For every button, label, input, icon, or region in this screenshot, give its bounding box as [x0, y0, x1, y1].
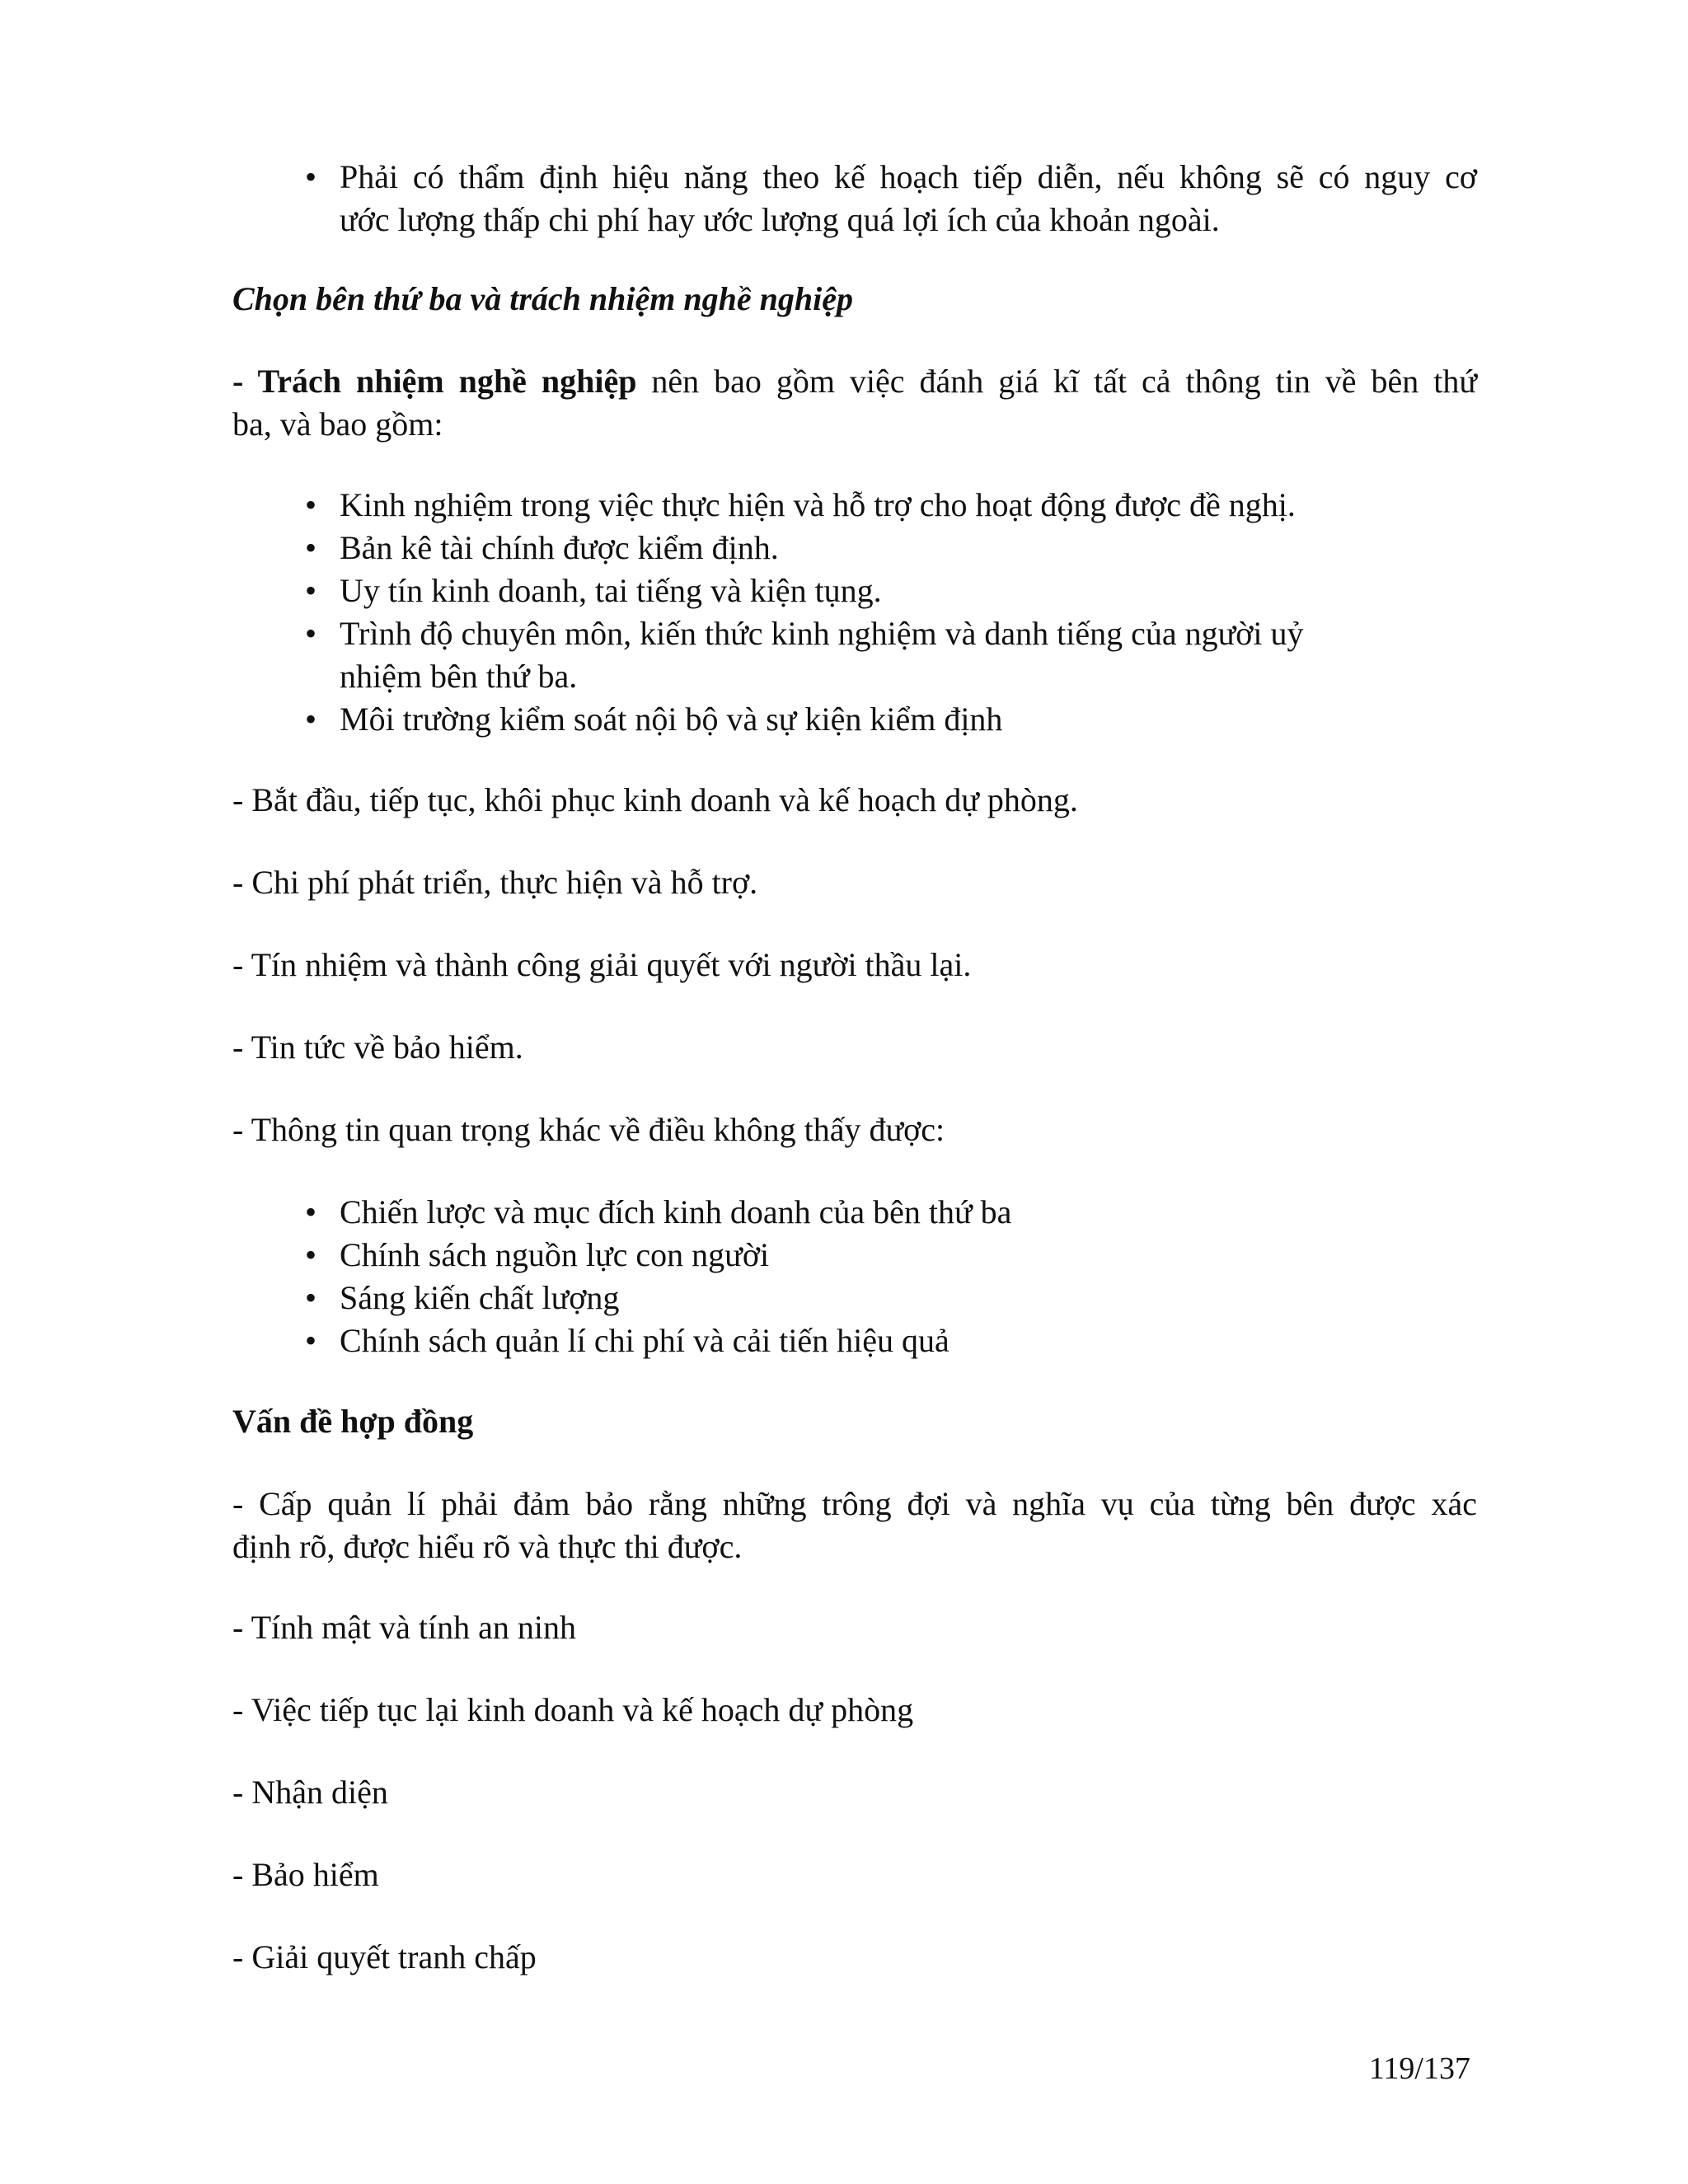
- page-number: 119/137: [1368, 2051, 1470, 2086]
- section-heading-third-party: Chọn bên thứ ba và trách nhiệm nghề nghiệp: [232, 280, 854, 317]
- paragraph-item: - Nhận diện: [232, 1774, 388, 1811]
- paragraph-item: - Giải quyết tranh chấp: [232, 1938, 537, 1975]
- bullet-marker: •: [305, 615, 317, 652]
- list-item: Môi trường kiểm soát nội bộ và sự kiện kiểm định: [340, 701, 1003, 738]
- section1-lead-bold: - Trách nhiệm nghề nghiệp: [232, 363, 637, 400]
- list-item: Chính sách quản lí chi phí và cải tiến hiệu quả: [340, 1322, 950, 1359]
- bullet-marker: •: [305, 486, 317, 523]
- paragraph-item: - Việc tiếp tục lại kinh doanh và kế hoạch dự phòng: [232, 1691, 914, 1728]
- intro-bullet-line-2: ước lượng thấp chi phí hay ước lượng quá lợi ích của khoản ngoài.: [340, 201, 1220, 238]
- bullet-marker: •: [305, 701, 317, 738]
- paragraph-item: - Chi phí phát triển, thực hiện và hỗ trợ.: [232, 864, 758, 901]
- bullet-marker: •: [305, 1236, 317, 1273]
- section2-lead-line-2: định rõ, được hiểu rõ và thực thi được.: [232, 1528, 743, 1565]
- section-heading-contract: Vấn đề hợp đồng: [232, 1403, 474, 1440]
- paragraph-item: - Tính mật và tính an ninh: [232, 1609, 576, 1646]
- list-item: Sáng kiến chất lượng: [340, 1279, 620, 1316]
- list-item: Bản kê tài chính được kiểm định.: [340, 529, 779, 566]
- list-item: Chính sách nguồn lực con người: [340, 1236, 770, 1273]
- bullet-marker: •: [305, 1193, 317, 1230]
- bullet-marker: •: [305, 529, 317, 566]
- intro-bullet-line-1: Phải có thẩm định hiệu năng theo kế hoạch tiếp diễn, nếu không sẽ có nguy cơ: [340, 158, 1477, 195]
- bullet-marker: •: [305, 1279, 317, 1316]
- section1-lead-line-2: ba, và bao gồm:: [232, 405, 443, 443]
- list-item: Chiến lược và mục đích kinh doanh của bên thứ ba: [340, 1193, 1012, 1230]
- paragraph-item: - Tin tức về bảo hiểm.: [232, 1029, 523, 1066]
- section1-lead-text: nên bao gồm việc đánh giá kĩ tất cả thông tin về bên thứ: [636, 363, 1477, 400]
- paragraph-item: - Bảo hiểm: [232, 1856, 379, 1893]
- section1-lead-line-1: [232, 360, 1477, 403]
- list-item: Uy tín kinh doanh, tai tiếng và kiện tụng.: [340, 572, 882, 609]
- list-item: Kinh nghiệm trong việc thực hiện và hỗ trợ cho hoạt động được đề nghị.: [340, 486, 1296, 523]
- list-item: Trình độ chuyên môn, kiến thức kinh nghiệm và danh tiếng của người uỷ: [340, 615, 1304, 652]
- paragraph-item: - Thông tin quan trọng khác về điều không thấy được:: [232, 1111, 945, 1148]
- list-item-continuation: nhiệm bên thứ ba.: [340, 658, 578, 695]
- bullet-marker: •: [305, 1322, 317, 1359]
- bullet-marker: •: [305, 158, 317, 195]
- bullet-marker: •: [305, 572, 317, 609]
- paragraph-item: - Tín nhiệm và thành công giải quyết với người thầu lại.: [232, 946, 972, 983]
- paragraph-item: - Bắt đầu, tiếp tục, khôi phục kinh doanh và kế hoạch dự phòng.: [232, 781, 1078, 818]
- section2-lead-line-1: - Cấp quản lí phải đảm bảo rằng những trông đợi và nghĩa vụ của từng bên được xác: [232, 1485, 1477, 1522]
